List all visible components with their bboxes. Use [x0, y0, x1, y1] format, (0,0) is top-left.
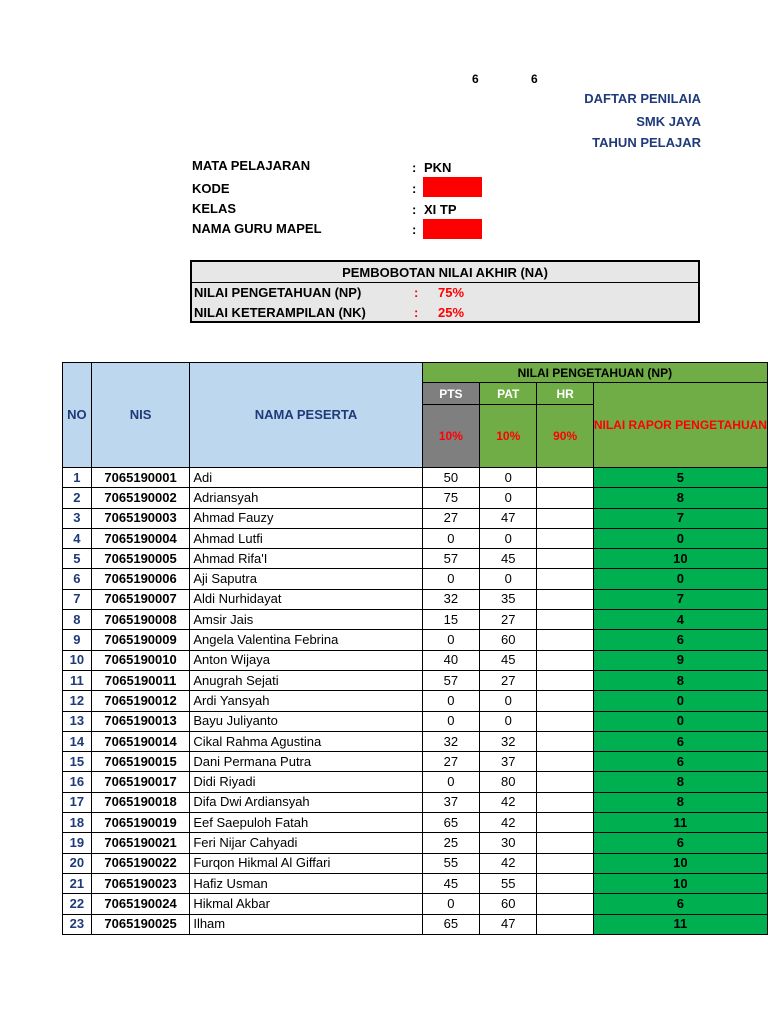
row-rapor-score: 0 — [593, 569, 767, 589]
row-pts-score[interactable]: 27 — [422, 508, 479, 528]
row-number: 20 — [63, 853, 92, 873]
kelas-label: KELAS — [192, 201, 237, 216]
row-pat-score[interactable]: 45 — [480, 650, 537, 670]
row-student-name: Adi — [190, 468, 422, 488]
weighting-box — [190, 260, 700, 323]
row-hr-score[interactable] — [537, 853, 593, 873]
table-row — [63, 589, 768, 609]
row-student-name: Eef Saepuloh Fatah — [190, 813, 422, 833]
table-row — [63, 630, 768, 650]
table-row — [63, 873, 768, 893]
np-group-header: NILAI PENGETAHUAN (NP) — [422, 363, 767, 383]
row-pat-score[interactable]: 80 — [480, 772, 537, 792]
row-pat-score[interactable]: 0 — [480, 569, 537, 589]
row-nis: 7065190007 — [91, 589, 190, 609]
row-pat-score[interactable]: 30 — [480, 833, 537, 853]
row-pts-score[interactable]: 0 — [422, 630, 479, 650]
row-hr-score[interactable] — [537, 813, 593, 833]
table-row — [63, 752, 768, 772]
row-rapor-score: 11 — [593, 914, 767, 934]
row-rapor-score: 10 — [593, 853, 767, 873]
row-student-name: Ardi Yansyah — [190, 691, 422, 711]
row-pat-score[interactable]: 55 — [480, 873, 537, 893]
row-pts-score[interactable]: 65 — [422, 813, 479, 833]
col-nis-header: NIS — [91, 363, 190, 468]
np-label: NILAI PENGETAHUAN (NP) — [194, 285, 362, 300]
row-pat-score[interactable]: 27 — [480, 670, 537, 690]
row-hr-score[interactable] — [537, 914, 593, 934]
row-number: 19 — [63, 833, 92, 853]
row-student-name: Aldi Nurhidayat — [190, 589, 422, 609]
row-pat-score[interactable]: 42 — [480, 853, 537, 873]
row-pat-score[interactable]: 60 — [480, 894, 537, 914]
row-rapor-score: 8 — [593, 670, 767, 690]
row-nis: 7065190019 — [91, 813, 190, 833]
row-nis: 7065190006 — [91, 569, 190, 589]
grades-table — [62, 362, 768, 935]
row-hr-score[interactable] — [537, 549, 593, 569]
row-nis: 7065190013 — [91, 711, 190, 731]
row-pts-score[interactable]: 32 — [422, 589, 479, 609]
row-number: 21 — [63, 873, 92, 893]
row-pts-score[interactable]: 32 — [422, 731, 479, 751]
row-student-name: Furqon Hikmal Al Giffari — [190, 853, 422, 873]
guru-value[interactable] — [423, 219, 482, 239]
row-rapor-score: 6 — [593, 833, 767, 853]
row-student-name: Hafiz Usman — [190, 873, 422, 893]
row-hr-score[interactable] — [537, 630, 593, 650]
row-pts-score[interactable]: 37 — [422, 792, 479, 812]
school-name: SMK JAYA — [636, 114, 701, 129]
row-nis: 7065190015 — [91, 752, 190, 772]
col-pat-header: PAT — [480, 383, 537, 405]
table-row — [63, 610, 768, 630]
np-colon: : — [414, 285, 419, 300]
row-pts-score[interactable]: 27 — [422, 752, 479, 772]
row-pat-score[interactable]: 0 — [480, 711, 537, 731]
row-rapor-score: 10 — [593, 549, 767, 569]
row-pat-score[interactable]: 35 — [480, 589, 537, 609]
row-student-name: Anton Wijaya — [190, 650, 422, 670]
row-number: 13 — [63, 711, 92, 731]
row-hr-score[interactable] — [537, 508, 593, 528]
row-number: 7 — [63, 589, 92, 609]
row-pts-score[interactable]: 0 — [422, 528, 479, 548]
row-pat-score[interactable]: 0 — [480, 468, 537, 488]
row-pat-score[interactable]: 37 — [480, 752, 537, 772]
row-nis: 7065190022 — [91, 853, 190, 873]
row-number: 5 — [63, 549, 92, 569]
row-nis: 7065190004 — [91, 528, 190, 548]
row-student-name: Difa Dwi Ardiansyah — [190, 792, 422, 812]
row-number: 10 — [63, 650, 92, 670]
mapel-colon: : — [412, 160, 417, 175]
row-hr-score[interactable] — [537, 488, 593, 508]
col-no-header: NO — [63, 363, 92, 468]
table-row — [63, 731, 768, 751]
col-pts-header: PTS — [422, 383, 479, 405]
row-student-name: Amsir Jais — [190, 610, 422, 630]
row-student-name: Dani Permana Putra — [190, 752, 422, 772]
weighting-divider — [192, 282, 698, 283]
row-number: 2 — [63, 488, 92, 508]
row-student-name: Anugrah Sejati — [190, 670, 422, 690]
mapel-label: MATA PELAJARAN — [192, 158, 311, 173]
row-pts-score[interactable]: 55 — [422, 853, 479, 873]
row-rapor-score: 0 — [593, 711, 767, 731]
pts-weight: 10% — [422, 405, 479, 468]
grade-rows — [63, 468, 768, 935]
row-student-name: Ahmad Lutfi — [190, 528, 422, 548]
row-number: 15 — [63, 752, 92, 772]
table-row — [63, 488, 768, 508]
row-rapor-score: 6 — [593, 731, 767, 751]
row-hr-score[interactable] — [537, 589, 593, 609]
nk-label: NILAI KETERAMPILAN (NK) — [194, 305, 366, 320]
weighting-title: PEMBOBOTAN NILAI AKHIR (NA) — [342, 265, 548, 280]
row-nis: 7065190021 — [91, 833, 190, 853]
row-rapor-score: 0 — [593, 528, 767, 548]
row-hr-score[interactable] — [537, 731, 593, 751]
row-nis: 7065190011 — [91, 670, 190, 690]
table-row — [63, 691, 768, 711]
row-number: 9 — [63, 630, 92, 650]
row-nis: 7065190024 — [91, 894, 190, 914]
pat-weight: 10% — [480, 405, 537, 468]
row-hr-score[interactable] — [537, 873, 593, 893]
nk-colon: : — [414, 305, 419, 320]
table-row — [63, 833, 768, 853]
row-hr-score[interactable] — [537, 691, 593, 711]
guru-label: NAMA GURU MAPEL — [192, 221, 322, 236]
row-nis: 7065190003 — [91, 508, 190, 528]
row-pts-score[interactable]: 0 — [422, 691, 479, 711]
row-nis: 7065190002 — [91, 488, 190, 508]
row-student-name: Hikmal Akbar — [190, 894, 422, 914]
row-hr-score[interactable] — [537, 670, 593, 690]
row-rapor-score: 6 — [593, 752, 767, 772]
row-student-name: Angela Valentina Febrina — [190, 630, 422, 650]
row-nis: 7065190001 — [91, 468, 190, 488]
row-pts-score[interactable]: 0 — [422, 569, 479, 589]
col-rapor-header: NILAI RAPOR PENGETAHUAN — [593, 383, 767, 468]
col-name-header: NAMA PESERTA — [190, 363, 422, 468]
row-pts-score[interactable]: 0 — [422, 711, 479, 731]
row-student-name: Cikal Rahma Agustina — [190, 731, 422, 751]
table-row — [63, 914, 768, 934]
row-student-name: Adriansyah — [190, 488, 422, 508]
row-student-name: Ahmad Rifa'I — [190, 549, 422, 569]
table-row — [63, 894, 768, 914]
col-hr-header: HR — [537, 383, 593, 405]
kode-value[interactable] — [423, 177, 482, 197]
table-row — [63, 670, 768, 690]
row-number: 22 — [63, 894, 92, 914]
row-nis: 7065190009 — [91, 630, 190, 650]
row-student-name: Aji Saputra — [190, 569, 422, 589]
row-hr-score[interactable] — [537, 752, 593, 772]
row-pat-score[interactable]: 27 — [480, 610, 537, 630]
table-row — [63, 650, 768, 670]
row-rapor-score: 8 — [593, 792, 767, 812]
table-row — [63, 813, 768, 833]
row-rapor-score: 7 — [593, 508, 767, 528]
row-rapor-score: 8 — [593, 772, 767, 792]
row-rapor-score: 6 — [593, 630, 767, 650]
row-rapor-score: 8 — [593, 488, 767, 508]
row-pat-score[interactable]: 45 — [480, 549, 537, 569]
row-pts-score[interactable]: 0 — [422, 772, 479, 792]
row-rapor-score: 9 — [593, 650, 767, 670]
row-student-name: Ahmad Fauzy — [190, 508, 422, 528]
table-row — [63, 711, 768, 731]
row-hr-score[interactable] — [537, 528, 593, 548]
row-number: 11 — [63, 670, 92, 690]
table-row — [63, 549, 768, 569]
kelas-colon: : — [412, 202, 417, 217]
row-pat-score[interactable]: 60 — [480, 630, 537, 650]
row-nis: 7065190012 — [91, 691, 190, 711]
row-pts-score[interactable]: 50 — [422, 468, 479, 488]
academic-year: TAHUN PELAJAR — [592, 135, 701, 150]
report-title: DAFTAR PENILAIA — [584, 91, 701, 106]
row-hr-score[interactable] — [537, 650, 593, 670]
row-student-name: Didi Riyadi — [190, 772, 422, 792]
np-weight[interactable]: 75% — [438, 285, 465, 300]
row-pts-score[interactable]: 40 — [422, 650, 479, 670]
row-pts-score[interactable]: 65 — [422, 914, 479, 934]
row-nis: 7065190014 — [91, 731, 190, 751]
row-pat-score[interactable]: 32 — [480, 731, 537, 751]
row-pts-score[interactable]: 25 — [422, 833, 479, 853]
kode-label: KODE — [192, 181, 230, 196]
table-row — [63, 853, 768, 873]
row-pat-score[interactable]: 42 — [480, 813, 537, 833]
row-rapor-score: 11 — [593, 813, 767, 833]
row-rapor-score: 7 — [593, 589, 767, 609]
top-number-2: 6 — [531, 72, 538, 86]
row-rapor-score: 10 — [593, 873, 767, 893]
nk-weight[interactable]: 25% — [438, 305, 465, 320]
row-hr-score[interactable] — [537, 468, 593, 488]
row-nis: 7065190005 — [91, 549, 190, 569]
row-nis: 7065190018 — [91, 792, 190, 812]
top-number-1: 6 — [472, 72, 479, 86]
row-pat-score[interactable]: 42 — [480, 792, 537, 812]
row-pts-score[interactable]: 0 — [422, 894, 479, 914]
row-rapor-score: 4 — [593, 610, 767, 630]
table-row — [63, 772, 768, 792]
row-pat-score[interactable]: 0 — [480, 528, 537, 548]
row-rapor-score: 6 — [593, 894, 767, 914]
row-number: 6 — [63, 569, 92, 589]
row-pts-score[interactable]: 57 — [422, 670, 479, 690]
row-pts-score[interactable]: 75 — [422, 488, 479, 508]
table-row — [63, 792, 768, 812]
row-student-name: Ilham — [190, 914, 422, 934]
row-nis: 7065190008 — [91, 610, 190, 630]
row-rapor-score: 5 — [593, 468, 767, 488]
row-pat-score[interactable]: 47 — [480, 914, 537, 934]
row-number: 17 — [63, 792, 92, 812]
row-pat-score[interactable]: 0 — [480, 488, 537, 508]
table-row — [63, 569, 768, 589]
row-nis: 7065190010 — [91, 650, 190, 670]
row-pat-score[interactable]: 0 — [480, 691, 537, 711]
row-pts-score[interactable]: 57 — [422, 549, 479, 569]
row-nis: 7065190017 — [91, 772, 190, 792]
table-row — [63, 468, 768, 488]
row-number: 3 — [63, 508, 92, 528]
row-number: 23 — [63, 914, 92, 934]
row-hr-score[interactable] — [537, 711, 593, 731]
row-number: 1 — [63, 468, 92, 488]
table-row — [63, 508, 768, 528]
row-rapor-score: 0 — [593, 691, 767, 711]
row-hr-score[interactable] — [537, 569, 593, 589]
guru-colon: : — [412, 222, 417, 237]
row-pts-score[interactable]: 15 — [422, 610, 479, 630]
row-hr-score[interactable] — [537, 833, 593, 853]
row-number: 4 — [63, 528, 92, 548]
row-hr-score[interactable] — [537, 792, 593, 812]
row-number: 16 — [63, 772, 92, 792]
row-student-name: Bayu Juliyanto — [190, 711, 422, 731]
mapel-value[interactable]: PKN — [424, 160, 452, 175]
row-hr-score[interactable] — [537, 772, 593, 792]
row-number: 8 — [63, 610, 92, 630]
kelas-value[interactable]: XI TP — [424, 202, 457, 217]
row-pat-score[interactable]: 47 — [480, 508, 537, 528]
row-student-name: Feri Nijar Cahyadi — [190, 833, 422, 853]
row-nis: 7065190025 — [91, 914, 190, 934]
row-pts-score[interactable]: 45 — [422, 873, 479, 893]
row-number: 12 — [63, 691, 92, 711]
kode-colon: : — [412, 181, 417, 196]
hr-weight: 90% — [537, 405, 593, 468]
row-number: 18 — [63, 813, 92, 833]
row-number: 14 — [63, 731, 92, 751]
row-hr-score[interactable] — [537, 610, 593, 630]
table-row — [63, 528, 768, 548]
row-hr-score[interactable] — [537, 894, 593, 914]
row-nis: 7065190023 — [91, 873, 190, 893]
